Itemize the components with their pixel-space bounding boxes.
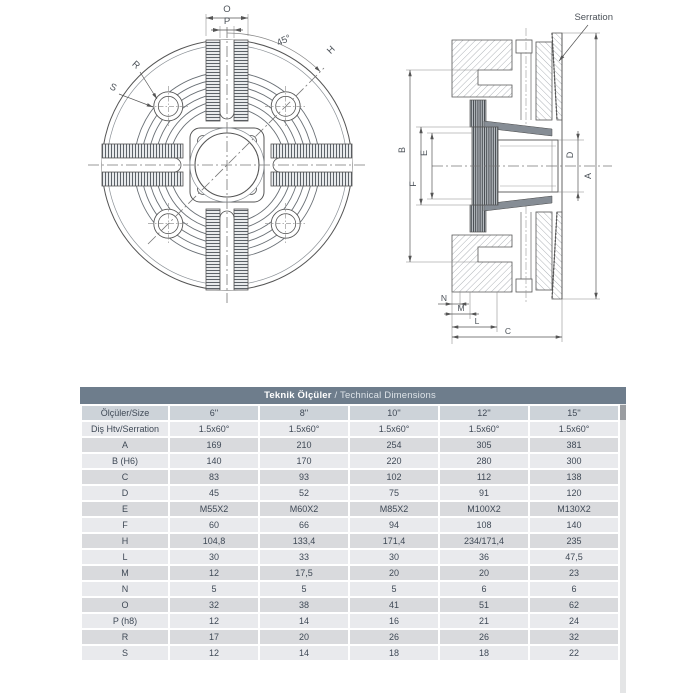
dimension-cell: 75 [350,486,438,500]
dim-label-a: A [583,172,593,180]
dimension-cell: 22 [530,646,618,660]
row-label: C [82,470,168,484]
row-label: N [82,582,168,596]
dimension-cell: 1.5x60° [170,422,258,436]
dimension-cell: 1.5x60° [260,422,348,436]
table-title-en: / Technical Dimensions [331,390,436,401]
table-scrollbar[interactable] [620,387,626,693]
centerlines [88,27,366,303]
dimension-cell: 32 [170,598,258,612]
dim-label-f: F [408,181,418,187]
dimensions-grid [80,404,620,662]
dimension-cell: M55X2 [170,502,258,516]
table-row [82,486,618,500]
row-label: B (H6) [82,454,168,468]
dimension-cell: 112 [440,470,528,484]
table-row [82,422,618,436]
dimension-cell: 138 [530,470,618,484]
table-row [82,550,618,564]
dimension-cell: 1.5x60° [530,422,618,436]
dimension-cell: 17 [170,630,258,644]
dimension-cell: 23 [530,566,618,580]
dimension-cell: 108 [440,518,528,532]
dim-label-p: P [223,16,231,27]
row-label: M [82,566,168,580]
table-row [82,630,618,644]
dimension-cell: 280 [440,454,528,468]
dimension-cell: 91 [440,486,528,500]
dimension-cell: 254 [350,438,438,452]
dimension-cell: 6 [530,582,618,596]
dimension-cell: 24 [530,614,618,628]
row-label: H [82,534,168,548]
dimension-cell: 62 [530,598,618,612]
dim-E [419,133,472,199]
table-row [82,470,618,484]
dimension-cell: 5 [260,582,348,596]
row-label: R [82,630,168,644]
dimension-cell: 83 [170,470,258,484]
dimension-cell: 14 [260,646,348,660]
dimension-cell: 300 [530,454,618,468]
dimension-cell: 1.5x60° [440,422,528,436]
dimension-cell: 94 [350,518,438,532]
dimension-cell: 16 [350,614,438,628]
section-view [397,12,613,344]
dimension-cell: 14 [260,614,348,628]
row-label: A [82,438,168,452]
dimension-cell: 45 [170,486,258,500]
serration-label: Serration [574,12,613,23]
scrollbar-corner [620,387,626,404]
dimension-cell: 17,5 [260,566,348,580]
serration-callout [559,12,613,61]
dimension-cell: 38 [260,598,348,612]
dimension-cell: 140 [530,518,618,532]
table-row [82,518,618,532]
dimension-cell: 36 [440,550,528,564]
dim-label-e: E [419,149,429,157]
dimension-cell: 30 [170,550,258,564]
row-label: L [82,550,168,564]
size-column-label: Ölçüler/Size [82,406,168,420]
dimension-cell: 5 [350,582,438,596]
dimension-cell: 381 [530,438,618,452]
dimension-cell: 171,4 [350,534,438,548]
dim-label-h: H [324,43,338,57]
dimension-cell: 140 [170,454,258,468]
table-row [82,598,618,612]
dimension-cell: 210 [260,438,348,452]
dimension-cell: 12 [170,566,258,580]
dimension-cell: 234/171,4 [440,534,528,548]
size-column-header: 8'' [260,406,348,420]
dimension-cell: 18 [440,646,528,660]
row-label: E [82,502,168,516]
row-label: O [82,598,168,612]
scrollbar-thumb[interactable] [620,405,626,420]
dimension-cell: M100X2 [440,502,528,516]
dimension-cell: 235 [530,534,618,548]
dimension-cell: 33 [260,550,348,564]
row-label: S [82,646,168,660]
dimension-cell: 170 [260,454,348,468]
dimension-cell: 169 [170,438,258,452]
dimension-cell: 220 [350,454,438,468]
dimension-cell: 18 [350,646,438,660]
dimension-cell: 20 [440,566,528,580]
dimension-cell: 51 [440,598,528,612]
dimension-cell: 52 [260,486,348,500]
table-row [82,582,618,596]
row-label: D [82,486,168,500]
dim-label-l: L [474,316,480,326]
dimension-cell: 47,5 [530,550,618,564]
size-column-header: 15'' [530,406,618,420]
dimension-cell: 21 [440,614,528,628]
dim-label-n: N [440,293,448,303]
dimension-cell: 60 [170,518,258,532]
dims-bottom [438,292,562,344]
dimension-cell: 12 [170,646,258,660]
dimension-rows [82,422,618,660]
size-column-header: 10'' [350,406,438,420]
table-row [82,646,618,660]
row-label: Diş Htv/Serration [82,422,168,436]
dimension-cell: 5 [170,582,258,596]
dim-label-45: 45° [275,32,293,49]
dimension-cell: 20 [260,630,348,644]
dimension-cell: 6 [440,582,528,596]
dimension-cell: 120 [530,486,618,500]
dimension-cell: M130X2 [530,502,618,516]
mount-bolt-lower [516,206,532,304]
dim-label-s: S [107,81,119,95]
dimension-cell: 41 [350,598,438,612]
dimension-cell: 104,8 [170,534,258,548]
table-row [82,534,618,548]
dimension-cell: M85X2 [350,502,438,516]
table-row [82,502,618,516]
size-column-header: 12'' [440,406,528,420]
table-row [82,454,618,468]
dimension-cell: 20 [350,566,438,580]
size-header-row [82,406,618,420]
dim-label-m: M [457,303,465,313]
table-title [80,387,620,404]
dimension-cell: 305 [440,438,528,452]
dim-label-b: B [397,146,407,154]
dimension-cell: 30 [350,550,438,564]
dim-label-d: D [565,151,575,159]
dimensions-table [80,387,626,693]
table-row [82,614,618,628]
dim-label-r: R [129,58,142,72]
dimension-cell: 93 [260,470,348,484]
row-label: P (h8) [82,614,168,628]
front-view [88,4,366,303]
dimension-cell: 133,4 [260,534,348,548]
table-row [82,438,618,452]
dimension-cell: 102 [350,470,438,484]
dimension-cell: M60X2 [260,502,348,516]
size-column-header: 6'' [170,406,258,420]
dimension-cell: 32 [530,630,618,644]
dimension-cell: 12 [170,614,258,628]
dimension-cell: 66 [260,518,348,532]
dimension-cell: 1.5x60° [350,422,438,436]
row-label: F [82,518,168,532]
dim-label-c: C [504,326,512,336]
dimension-cell: 26 [440,630,528,644]
dimension-cell: 26 [350,630,438,644]
mount-bolt-upper [516,28,532,126]
dim-label-o: O [223,4,231,15]
table-title-tr: Teknik Ölçüler [264,390,332,401]
table-row [82,566,618,580]
